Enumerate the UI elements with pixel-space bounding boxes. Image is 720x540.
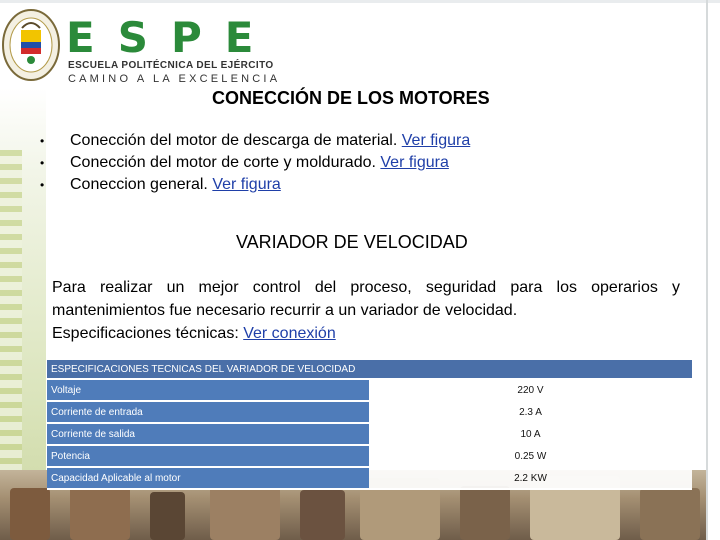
section-title-motores: CONECCIÓN DE LOS MOTORES <box>212 88 490 108</box>
spec-line <box>52 322 336 345</box>
left-decor-stripes <box>0 150 22 510</box>
list-item <box>40 130 470 152</box>
section-title-variador: VARIADOR DE VELOCIDAD <box>236 232 468 252</box>
ver-figura-link[interactable]: Ver figura <box>380 154 449 171</box>
table-cell-label: Corriente de salida <box>47 423 369 445</box>
table-title: ESPECIFICACIONES TECNICAS DEL VARIADOR DE VELOCIDAD <box>47 360 692 379</box>
spec-label: Especificaciones técnicas: <box>52 325 239 342</box>
table-cell-label: Voltaje <box>47 379 369 401</box>
table-cell-label: Potencia <box>47 445 369 467</box>
table-cell-value: 10 A <box>369 423 692 445</box>
ver-conexion-link[interactable]: Ver conexión <box>243 325 336 342</box>
logo-institution-name: ESCUELA POLITÉCNICA DEL EJÉRCITO <box>68 60 274 71</box>
bullet-icon: • <box>40 156 45 170</box>
ver-figura-link[interactable]: Ver figura <box>401 132 471 149</box>
institution-seal-icon <box>2 8 60 82</box>
list-item <box>40 152 470 174</box>
table-row <box>47 401 692 423</box>
logo-letters: ESPE <box>66 13 277 62</box>
espe-logo <box>66 13 281 85</box>
table-cell-value: 2.3 A <box>369 401 692 423</box>
ver-figura-link[interactable]: Ver figura <box>212 176 281 193</box>
table-cell-value: 2.2 KW <box>369 467 692 489</box>
table-cell-value: 0.25 W <box>369 445 692 467</box>
top-border <box>0 0 720 3</box>
right-border <box>706 0 708 540</box>
table-title-row <box>47 360 692 379</box>
logo-motto: CAMINO A LA EXCELENCIA <box>68 73 281 85</box>
bullet-icon: • <box>40 178 45 192</box>
table-cell-label: Corriente de entrada <box>47 401 369 423</box>
list-item-text: Conección del motor de corte y moldurado. <box>70 154 376 171</box>
table-cell-value: 220 V <box>369 379 692 401</box>
motor-connections-list <box>40 130 470 196</box>
table-row <box>47 467 692 489</box>
table-row <box>47 379 692 401</box>
specifications-table <box>47 360 692 490</box>
description-paragraph: Para realizar un mejor control del proceso, seguridad para los operarios y mantenimientos fue necesario recurrir a un variador de velocidad. <box>52 279 680 319</box>
table-row <box>47 445 692 467</box>
list-item-text: Conección del motor de descarga de material. <box>70 132 398 149</box>
bullet-icon: • <box>40 134 45 148</box>
list-item <box>40 174 470 196</box>
table-row <box>47 423 692 445</box>
table-cell-label: Capacidad Aplicable al motor <box>47 467 369 489</box>
list-item-text: Coneccion general. <box>70 176 208 193</box>
